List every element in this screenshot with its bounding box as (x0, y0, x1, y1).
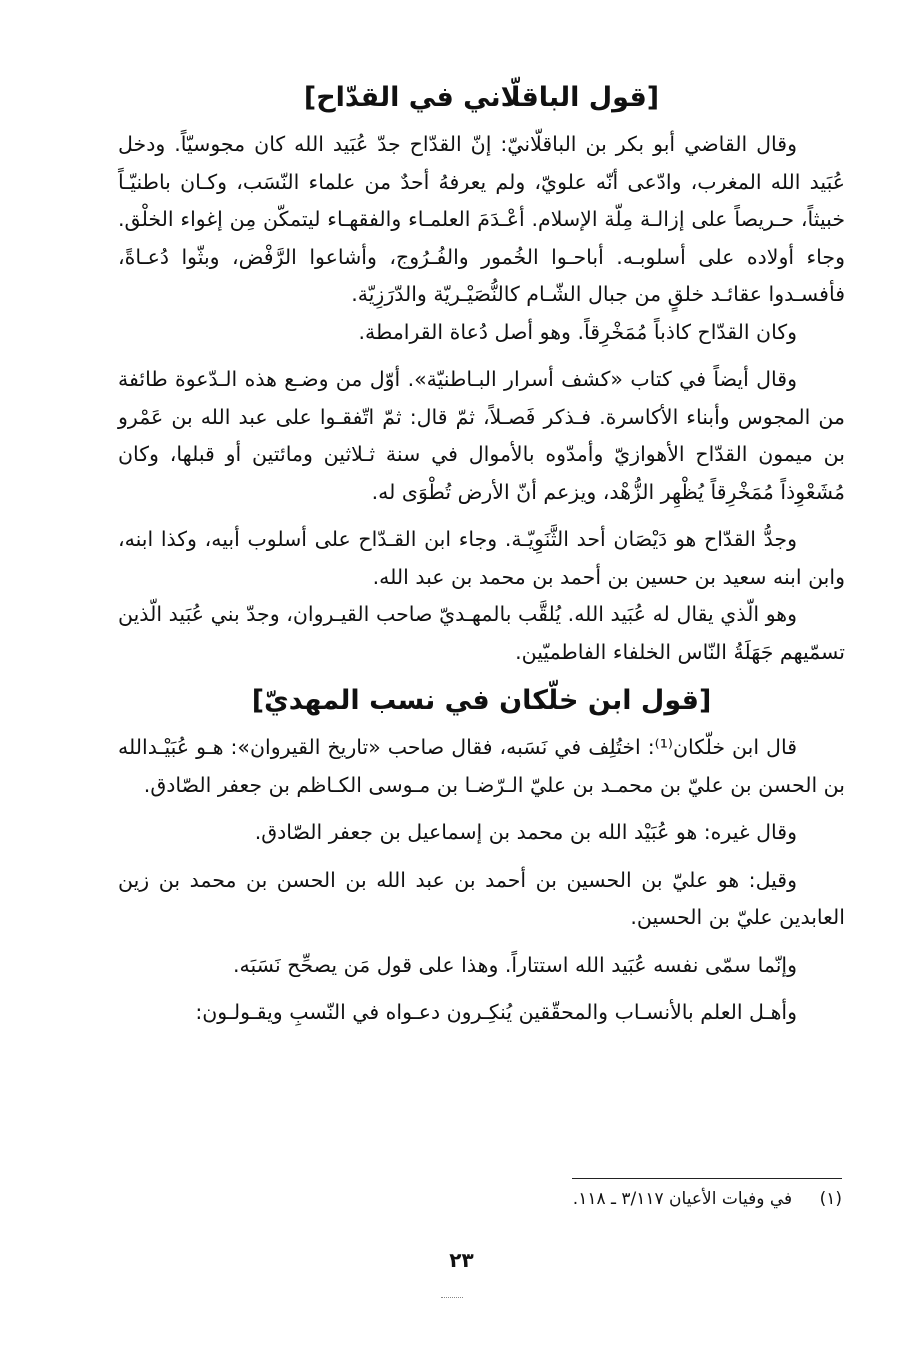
page-body (118, 78, 845, 1032)
paragraph: وقال غيره: هو عُبَيْد الله بن محمد بن إسماعيل بن جعفر الصّادق. (254, 820, 797, 844)
footnote-number: (١) (819, 1189, 842, 1209)
paragraph: وهو الّذي يقال له عُبَيد الله. يُلقَّب بالمهـديّ صاحب القيـروان، وجدّ بني عُبَيد الّذين تسمّيهم جَهَلَةُ النّاس الخلفاء الفاطميّين. (118, 602, 845, 664)
footnote (380, 1184, 842, 1214)
paragraph: وإنّما سمّى نفسه عُبَيد الله استتاراً. وهذا على قول مَن يصحِّح نَسَبَه. (232, 952, 797, 977)
section-heading-ibn-khallikan: [قول ابن خلّكان في نسب المهديّ] (251, 685, 712, 716)
footnote-text: في وفيات الأعيان ٣/١١٧ ـ ١١٨. (572, 1189, 793, 1209)
footnote-divider (572, 1178, 842, 1179)
paragraph: وقال أيضاً في كتاب «كشف أسرار البـاطنيّة». أوّل من وضـع هذه الـدّعوة طائفة من المجوس وأبناء الأكاسرة. فـذكر فَصـلاً، ثمّ قال: ثمّ اتّفقـوا على عبد الله بن عَمْرو بن ميمون القدّاح الأهوازيّ وأمدّوه بالأموال في سنة ثـلاثين ومائتين أو قبلها، وكان مُشَعْوِذاً مُمَخْرِقاً يُظْهِر الزُّهْد، ويزعم أنّ الأرض تُطْوَى له. (118, 367, 845, 504)
scan-mark (441, 1297, 463, 1298)
page-number: ٢٣ (449, 1248, 474, 1272)
paragraph: وجدُّ القدّاح هو دَيْصَان أحد الثَّنَوِيّـة. وجاء ابن القـدّاح على أسلوب أبيه، وكذا ابنه، وابن ابنه سعيد بن حسين بن أحمد بن محمد بن عبد الله. (118, 527, 845, 589)
paragraph: قال ابن خلّكان⁽¹⁾: اختُلِف في نَسَبه، فقال صاحب «تاريخ القيروان»: هـو عُبَيْـدالله بن الحسن بن عليّ بن محمـد بن عليّ الـرّضـا بن مـوسى الكـاظم بن جعفر الصّادق. (118, 735, 845, 797)
paragraph: وكان القدّاح كاذباً مُمَخْرِقاً. وهو أصل دُعاة القرامطة. (358, 319, 797, 344)
section-heading-baqillani: [قول الباقلّاني في القدّاح] (303, 82, 660, 113)
paragraph: وقيل: هو عليّ بن الحسين بن أحمد بن عبد الله بن الحسن بن محمد بن زين العابدين عليّ بن الحسين. (118, 867, 845, 929)
paragraph: وقال القاضي أبو بكر بن الباقلّانيّ: إنّ القدّاح جدّ عُبَيد الله كان مجوسيّاً. ودخل عُبَيد الله المغرب، وادّعى أنّه علويّ، ولم يعرفهُ أحدٌ من علماء النّسَب، وكـان باطنيّـاً خبيثاً، حـريصاً على إزالـة مِلّة الإسلام. أعْـدَمَ العلمـاء والفقهـاء ليتمكّن مِن إغواء الخلْق. وجاء أولاده على أسلوبـه. أباحـوا الخُمور والفُـرُوج، وأشاعوا الرَّفْض، وبثّوا دُعـاةً، فأفسـدوا عقائـد خلقٍ من جبال الشّـام كالنُّصَيْـريّة والدّرَزِيّة. (118, 132, 845, 306)
paragraph: وأهـل العلم بالأنسـاب والمحقّقين يُنكِـرون دعـواه في النّسبِ ويقـولـون: (195, 1000, 797, 1024)
